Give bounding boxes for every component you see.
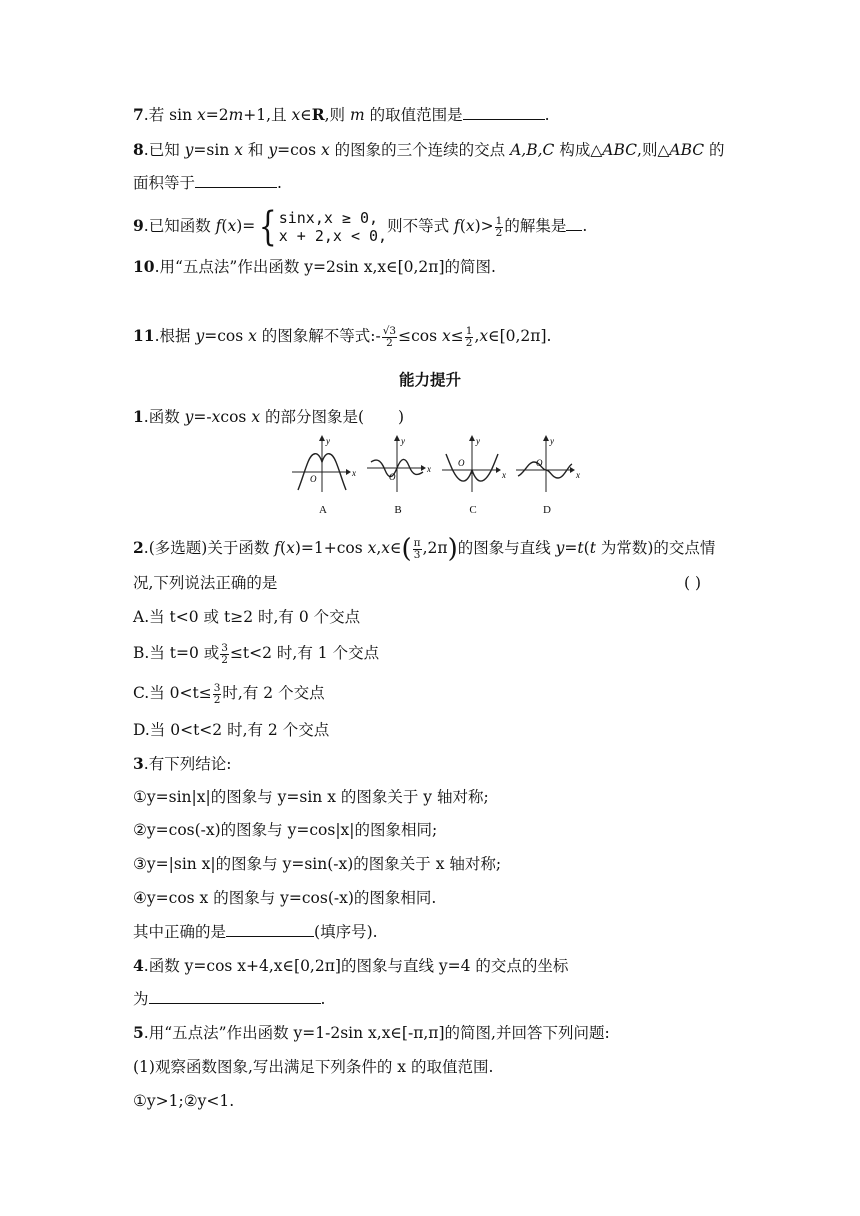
answer-blank[interactable] (566, 215, 582, 231)
statement-4: ④y=cos x 的图象与 y=cos(-x)的图象相同. (133, 889, 437, 907)
answer-blank[interactable] (195, 172, 277, 188)
option-d: D.当 0<t<2 时,有 2 个交点 (133, 721, 330, 739)
svg-text:x: x (502, 470, 506, 480)
svg-text:y: y (550, 436, 554, 446)
svg-text:O: O (310, 474, 317, 484)
problem-5-sub1: (1)观察函数图象,写出满足下列条件的 x 的取值范围. (133, 1058, 494, 1076)
piecewise-function: { sinx,x ≥ 0, x + 2,x < 0, (259, 204, 388, 250)
problem-5-sub2: ①y>1;②y<1. (133, 1092, 235, 1110)
svg-text:y: y (401, 436, 405, 446)
answer-blank[interactable] (226, 921, 314, 937)
fraction: $\frac{3}{2}$ (213, 681, 221, 706)
statement-2: ②y=cos(-x)的图象与 y=cos|x|的图象相同; (133, 821, 438, 839)
svg-text:x: x (576, 470, 580, 480)
question-8-line2: 面积等于 . (133, 174, 282, 192)
svg-text:x: x (352, 468, 356, 478)
svg-text:O: O (536, 458, 543, 468)
graph-option-c[interactable] (438, 432, 508, 522)
fraction: $\frac{1}{2}$ (495, 214, 503, 239)
graph-option-d[interactable] (512, 432, 582, 522)
problem-4: 4.函数 y=cos x+4,x∈[0,2π]的图象与直线 y=4 的交点的坐标 (133, 956, 569, 975)
svg-text:O: O (458, 458, 465, 468)
problem-3: 3.有下列结论: (133, 754, 232, 773)
option-label: B (394, 504, 402, 516)
question-8: 8.已知 y=sin x 和 y=cos x 的图象的三个连续的交点 A,B,C 构成△ABC,则△ABC 的 (133, 140, 725, 159)
graph-c-icon (438, 432, 508, 502)
svg-text:x: x (427, 464, 431, 474)
graph-options (288, 432, 578, 522)
option-c: C.当 0<t≤ $\frac{3}{2}$ 时,有 2 个交点 (133, 681, 325, 706)
option-label: C (469, 504, 477, 516)
problem-4-line2: 为 . (133, 990, 326, 1008)
question-10: 10.用“五点法”作出函数 y=2sin x,x∈[0,2π]的简图. (133, 257, 496, 276)
problem-2-line2: 况,下列说法正确的是 (133, 574, 278, 592)
answer-blank[interactable] (149, 988, 321, 1004)
option-label: A (319, 504, 327, 516)
question-9: 9.已知函数 f(x)= { sinx,x ≥ 0, x + 2,x < 0, 则不等式 f(x)> $\frac{1}{2}$ 的解集是 . (133, 204, 588, 250)
svg-text:y: y (476, 436, 480, 446)
fraction: $\frac{√3}{2}$ (382, 324, 397, 349)
graph-d-icon (512, 432, 582, 502)
fraction: $\frac{1}{2}$ (465, 324, 473, 349)
svg-text:O: O (389, 472, 396, 482)
statement-1: ①y=sin|x|的图象与 y=sin x 的图象关于 y 轴对称; (133, 788, 489, 806)
fraction: $\frac{3}{2}$ (221, 641, 228, 666)
problem-2: 2.(多选题)关于函数 f(x)=1+cos x,x∈( $\frac{\pi}{3}$ ,2π)的图象与直线 y=t(t 为常数)的交点情 (133, 534, 716, 564)
svg-text:y: y (326, 436, 330, 446)
statement-5: 其中正确的是 (填序号). (133, 923, 378, 941)
option-b: B.当 t=0 或 $\frac{3}{2}$ ≤t<2 时,有 1 个交点 (133, 641, 380, 666)
graph-option-b[interactable] (363, 432, 433, 522)
question-number: 7 (133, 105, 144, 124)
problem-5: 5.用“五点法”作出函数 y=1-2sin x,x∈[-π,π]的简图,并回答下列问题: (133, 1023, 610, 1042)
option-a: A.当 t<0 或 t≥2 时,有 0 个交点 (133, 608, 361, 626)
graph-b-icon (363, 432, 433, 502)
statement-3: ③y=|sin x|的图象与 y=sin(-x)的图象关于 x 轴对称; (133, 855, 502, 873)
option-label: D (543, 504, 551, 516)
question-11: 11.根据 y=cos x 的图象解不等式:- $\frac{√3}{2}$ ≤cos x≤ $\frac{1}{2}$ ,x∈[0,2π]. (133, 324, 552, 349)
fraction: $\frac{\pi}{3}$ (413, 536, 421, 561)
answer-blank[interactable] (463, 104, 545, 120)
graph-option-a[interactable] (288, 432, 358, 522)
brace-icon: { (259, 204, 277, 250)
graph-a-icon (288, 432, 358, 502)
answer-paren[interactable]: ( ) (684, 574, 702, 592)
question-7: 7.若 sin x=2m+1,且 x∈R,则 m 的取值范围是 . (133, 105, 550, 124)
problem-1: 1.函数 y=-xcos x 的部分图象是( ) (133, 407, 405, 426)
section-title: 能力提升 (398, 371, 461, 389)
